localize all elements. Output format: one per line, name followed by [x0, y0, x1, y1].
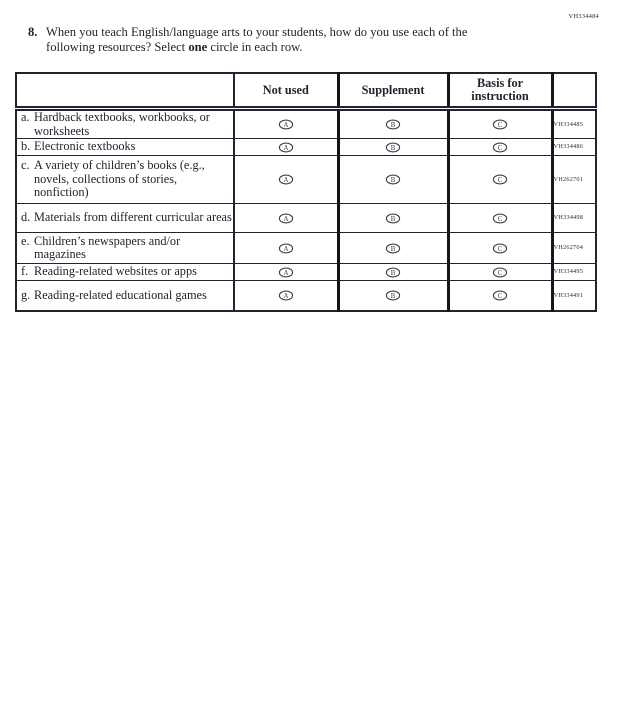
oval-b-icon: [385, 290, 401, 301]
oval-letter: B: [390, 293, 396, 301]
response-cell-basis[interactable]: [448, 139, 552, 156]
oval-c-icon: [492, 213, 508, 224]
response-cell-not-used[interactable]: [234, 281, 338, 311]
row-letter: c.: [21, 158, 30, 173]
row-label: Materials from different curricular areas: [34, 210, 232, 225]
oval-letter: C: [497, 122, 503, 130]
row-letter: e.: [21, 233, 30, 248]
oval-letter: B: [390, 144, 396, 152]
header-supplement: Supplement: [338, 73, 448, 109]
oval-letter: A: [283, 177, 289, 185]
response-cell-not-used[interactable]: [234, 233, 338, 264]
oval-letter: A: [283, 269, 289, 277]
oval-a-icon: [278, 267, 294, 278]
response-cell-basis[interactable]: [448, 204, 552, 233]
row-letter: f.: [21, 264, 29, 279]
oval-a-icon: [278, 213, 294, 224]
header-code-column: [552, 73, 596, 109]
oval-letter: C: [497, 245, 503, 253]
question-block: [28, 25, 588, 54]
question-number: 8.: [28, 25, 38, 39]
row-code: VH262701: [552, 156, 596, 204]
table-row: [16, 156, 596, 204]
question-text-line1: When you teach English/language arts to your students, how do you use each of the: [46, 25, 468, 39]
row-label-cell: [16, 204, 234, 233]
resource-usage-table: [15, 72, 597, 312]
row-label: Children’s newspapers and/or magazines: [34, 233, 181, 261]
row-label-cell: [16, 281, 234, 311]
oval-c-icon: [492, 119, 508, 130]
oval-b-icon: [385, 142, 401, 153]
response-cell-not-used[interactable]: [234, 264, 338, 281]
row-code: VH334491: [552, 281, 596, 311]
row-label-cell: [16, 264, 234, 281]
oval-c-icon: [492, 243, 508, 254]
response-cell-basis[interactable]: [448, 233, 552, 264]
oval-letter: C: [497, 215, 503, 223]
oval-letter: A: [283, 293, 289, 301]
response-cell-not-used[interactable]: [234, 204, 338, 233]
row-label: A variety of children’s books (e.g., novels, collections of stories, nonfiction): [34, 158, 205, 200]
oval-letter: A: [283, 215, 289, 223]
table-row: [16, 139, 596, 156]
row-letter: b.: [21, 139, 31, 154]
oval-letter: C: [497, 293, 503, 301]
oval-c-icon: [492, 267, 508, 278]
oval-a-icon: [278, 174, 294, 185]
response-cell-supplement[interactable]: [338, 264, 448, 281]
response-cell-supplement[interactable]: [338, 109, 448, 139]
question-text-line2: following resources? Select one circle in each row.: [46, 39, 303, 54]
row-letter: a.: [21, 110, 30, 124]
row-label: Reading-related websites or apps: [34, 264, 197, 279]
response-cell-supplement[interactable]: [338, 204, 448, 233]
oval-letter: B: [390, 122, 396, 130]
bold-one: one: [188, 39, 208, 54]
header-basis-for-instruction: Basis for instruction: [448, 73, 552, 109]
row-code: VH262704: [552, 233, 596, 264]
oval-a-icon: [278, 119, 294, 130]
oval-b-icon: [385, 174, 401, 185]
table-row: [16, 281, 596, 311]
response-cell-not-used[interactable]: [234, 139, 338, 156]
oval-a-icon: [278, 290, 294, 301]
response-cell-basis[interactable]: [448, 281, 552, 311]
oval-b-icon: [385, 119, 401, 130]
oval-letter: B: [390, 245, 396, 253]
row-label: Electronic textbooks: [34, 139, 136, 154]
row-label: Reading-related educational games: [34, 287, 207, 302]
oval-b-icon: [385, 267, 401, 278]
response-cell-basis[interactable]: [448, 264, 552, 281]
oval-letter: B: [390, 177, 396, 185]
row-letter: g.: [21, 287, 31, 302]
response-cell-not-used[interactable]: [234, 109, 338, 139]
oval-b-icon: [385, 243, 401, 254]
oval-letter: C: [497, 177, 503, 185]
row-letter: d.: [21, 210, 31, 225]
row-code: VH334486: [552, 139, 596, 156]
table-header-row: [16, 73, 596, 109]
row-code: VH334495: [552, 264, 596, 281]
oval-letter: C: [497, 144, 503, 152]
row-label: Hardback textbooks, workbooks, or worksheets: [34, 110, 210, 138]
row-label-cell: [16, 139, 234, 156]
response-cell-not-used[interactable]: [234, 156, 338, 204]
oval-letter: C: [497, 269, 503, 277]
oval-b-icon: [385, 213, 401, 224]
header-not-used: Not used: [234, 73, 338, 109]
table-row: [16, 233, 596, 264]
oval-c-icon: [492, 290, 508, 301]
oval-a-icon: [278, 243, 294, 254]
oval-letter: B: [390, 269, 396, 277]
oval-letter: A: [283, 122, 289, 130]
row-code: VH334498: [552, 204, 596, 233]
oval-letter: A: [283, 144, 289, 152]
response-cell-supplement[interactable]: [338, 281, 448, 311]
response-cell-supplement[interactable]: [338, 139, 448, 156]
response-cell-supplement[interactable]: [338, 233, 448, 264]
corner-cell: [16, 73, 234, 109]
row-label-cell: [16, 109, 234, 139]
oval-letter: B: [390, 215, 396, 223]
response-cell-supplement[interactable]: [338, 156, 448, 204]
table-row: [16, 204, 596, 233]
row-code: VH334485: [552, 109, 596, 139]
row-label-cell: [16, 156, 234, 204]
table-row: [16, 109, 596, 139]
oval-letter: A: [283, 245, 289, 253]
oval-c-icon: [492, 174, 508, 185]
response-cell-basis[interactable]: [448, 156, 552, 204]
response-cell-basis[interactable]: [448, 109, 552, 139]
table-row: [16, 264, 596, 281]
oval-a-icon: [278, 142, 294, 153]
question-code: VH334484: [568, 13, 599, 20]
row-label-cell: [16, 233, 234, 264]
oval-c-icon: [492, 142, 508, 153]
